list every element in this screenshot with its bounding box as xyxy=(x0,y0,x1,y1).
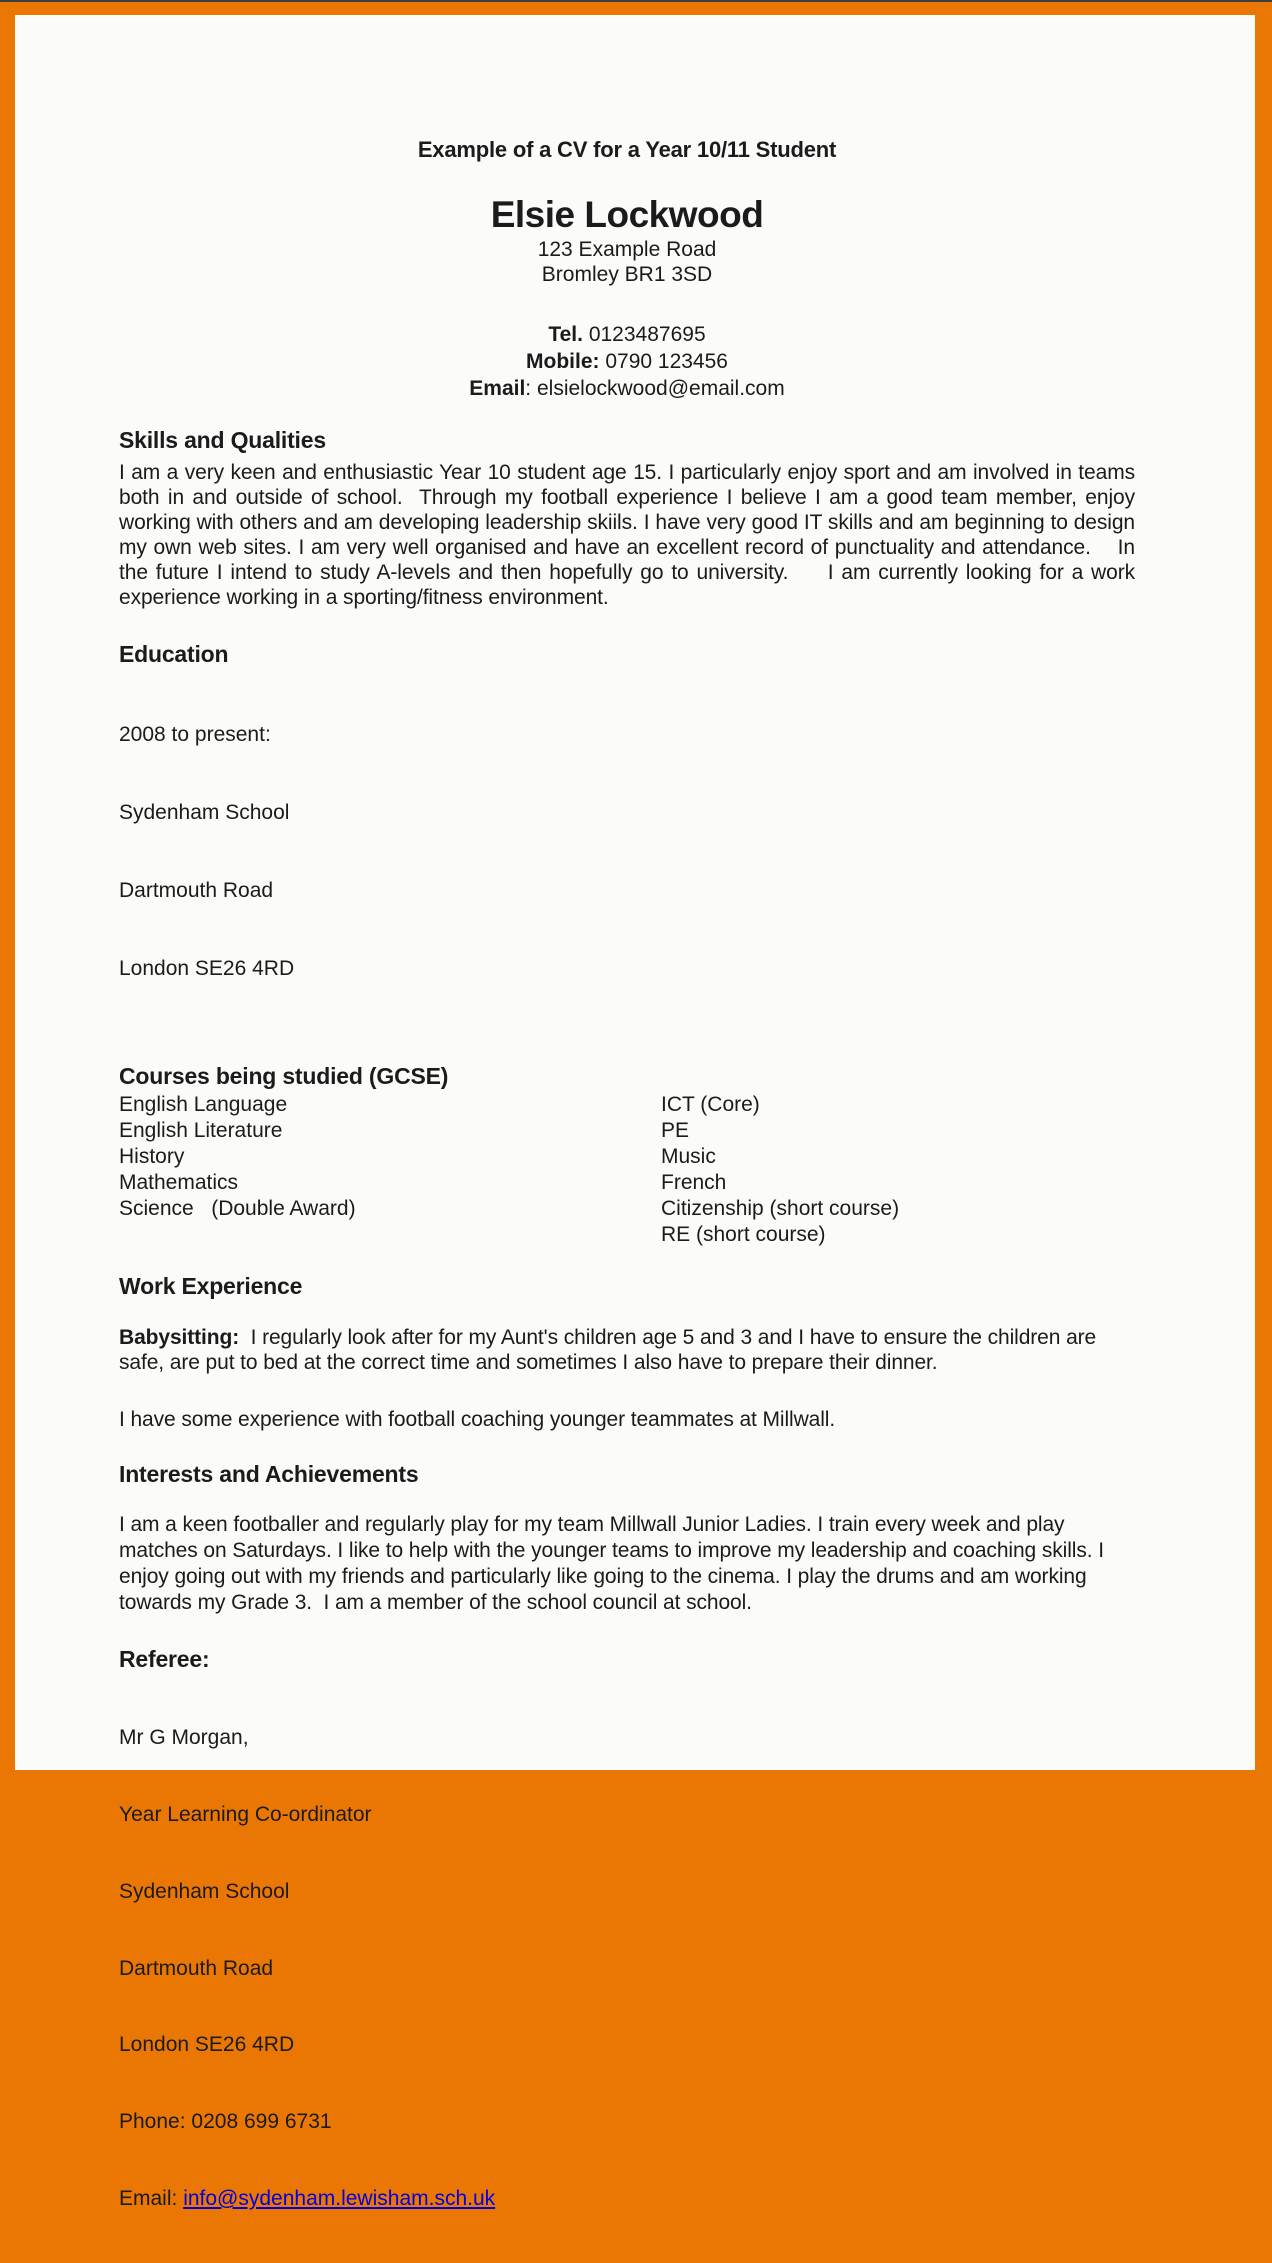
referee-phone-line xyxy=(119,2109,1135,2135)
course-item: History xyxy=(119,1145,185,1168)
referee-block xyxy=(119,1674,1135,2263)
skills-heading: Skills and Qualities xyxy=(119,427,326,453)
email-label: Email xyxy=(469,377,526,400)
interests-heading: Interests and Achievements xyxy=(119,1461,419,1487)
courses-columns xyxy=(119,1092,1135,1248)
address-line-1: 123 Example Road xyxy=(537,238,717,261)
skills-paragraph: I am a very keen and enthusiastic Year 10 student age 15. I particularly enjoy sport and am involved in teams both in and outside of school. Through my football experience I believe I am a good team member, enjoy working with others and am developing leadership skiils. I have very good IT skills and am beginning to design my own web sites. I am very well organised and have an excellent record of punctuality and attendance. In the future I intend to study A-levels and then hopefully go to university. I am currently looking for a work experience working in a sporting/fitness environment. xyxy=(119,461,1141,609)
education-heading: Education xyxy=(119,641,229,667)
referee-line: London SE26 4RD xyxy=(119,2033,295,2057)
course-item: RE (short course) xyxy=(661,1223,826,1246)
course-item: PE xyxy=(661,1119,690,1142)
referee-line: Year Learning Co-ordinator xyxy=(119,1802,372,1826)
education-line: 2008 to present: xyxy=(119,723,271,746)
course-item: Citizenship (short course) xyxy=(661,1197,900,1220)
course-item: French xyxy=(661,1171,727,1194)
course-item: English Literature xyxy=(119,1119,283,1142)
course-item: Science (Double Award) xyxy=(119,1197,356,1220)
email-value: elsielockwood@email.com xyxy=(536,377,785,400)
tel-value: 0123487695 xyxy=(588,323,706,346)
student-name: Elsie Lockwood xyxy=(490,194,764,235)
course-item: Music xyxy=(661,1145,716,1168)
contact-block xyxy=(119,321,1135,402)
course-item: Mathematics xyxy=(119,1171,239,1194)
referee-email-label: Email: xyxy=(119,2186,184,2210)
babysitting-text: I regularly look after for my Aunt's children age 5 and 3 and I have to ensure the children are safe, are put to bed at the correct time and sometimes I also have to prepare their dinner. xyxy=(119,1326,1102,1374)
referee-line: Sydenham School xyxy=(119,1879,290,1903)
interests-paragraph: I am a keen footballer and regularly play for my team Millwall Junior Ladies. I train every week and play matches on Saturdays. I like to help with the younger teams to improve my leadership and coaching skills. I enjoy going out with my friends and particularly like going to the cinema. I play the drums and am working towards my Grade 3. I am a member of the school council at school. xyxy=(119,1513,1110,1614)
mobile-value: 0790 123456 xyxy=(605,350,728,373)
referee-line: Mr G Morgan, xyxy=(119,1726,249,1750)
education-line: Dartmouth Road xyxy=(119,879,274,902)
email-line xyxy=(119,375,1135,402)
babysitting-label: Babysitting: xyxy=(119,1326,240,1349)
course-item: English Language xyxy=(119,1093,288,1116)
courses-heading: Courses being studied (GCSE) xyxy=(119,1063,449,1089)
football-coaching-paragraph: I have some experience with football coaching younger teammates at Millwall. xyxy=(119,1408,836,1431)
referee-email-line xyxy=(119,2186,1135,2212)
referee-phone-label: Phone: xyxy=(119,2110,192,2134)
page-title: Example of a CV for a Year 10/11 Student xyxy=(417,137,837,162)
address-line-2: Bromley BR1 3SD xyxy=(541,263,713,286)
referee-phone-value: 0208 699 6731 xyxy=(191,2110,332,2134)
work-experience-heading: Work Experience xyxy=(119,1273,303,1299)
education-block xyxy=(119,670,1135,1034)
course-item: ICT (Core) xyxy=(661,1093,760,1116)
tel-line xyxy=(119,321,1135,348)
tel-label: Tel. xyxy=(548,323,583,346)
education-line: London SE26 4RD xyxy=(119,957,295,980)
courses-left-column xyxy=(119,1092,661,1248)
email-separator: : xyxy=(525,377,537,400)
cv-page xyxy=(15,15,1255,2210)
babysitting-paragraph xyxy=(119,1325,1135,1375)
mobile-line xyxy=(119,348,1135,375)
referee-email-link[interactable]: info@sydenham.lewisham.sch.uk xyxy=(183,2186,496,2210)
courses-right-column xyxy=(661,1092,1135,1248)
mobile-label: Mobile: xyxy=(526,350,600,373)
top-edge-line xyxy=(0,0,1272,2)
referee-line: Dartmouth Road xyxy=(119,1956,274,1980)
referee-heading: Referee: xyxy=(119,1646,210,1672)
education-line: Sydenham School xyxy=(119,801,290,824)
address-block xyxy=(119,237,1135,287)
